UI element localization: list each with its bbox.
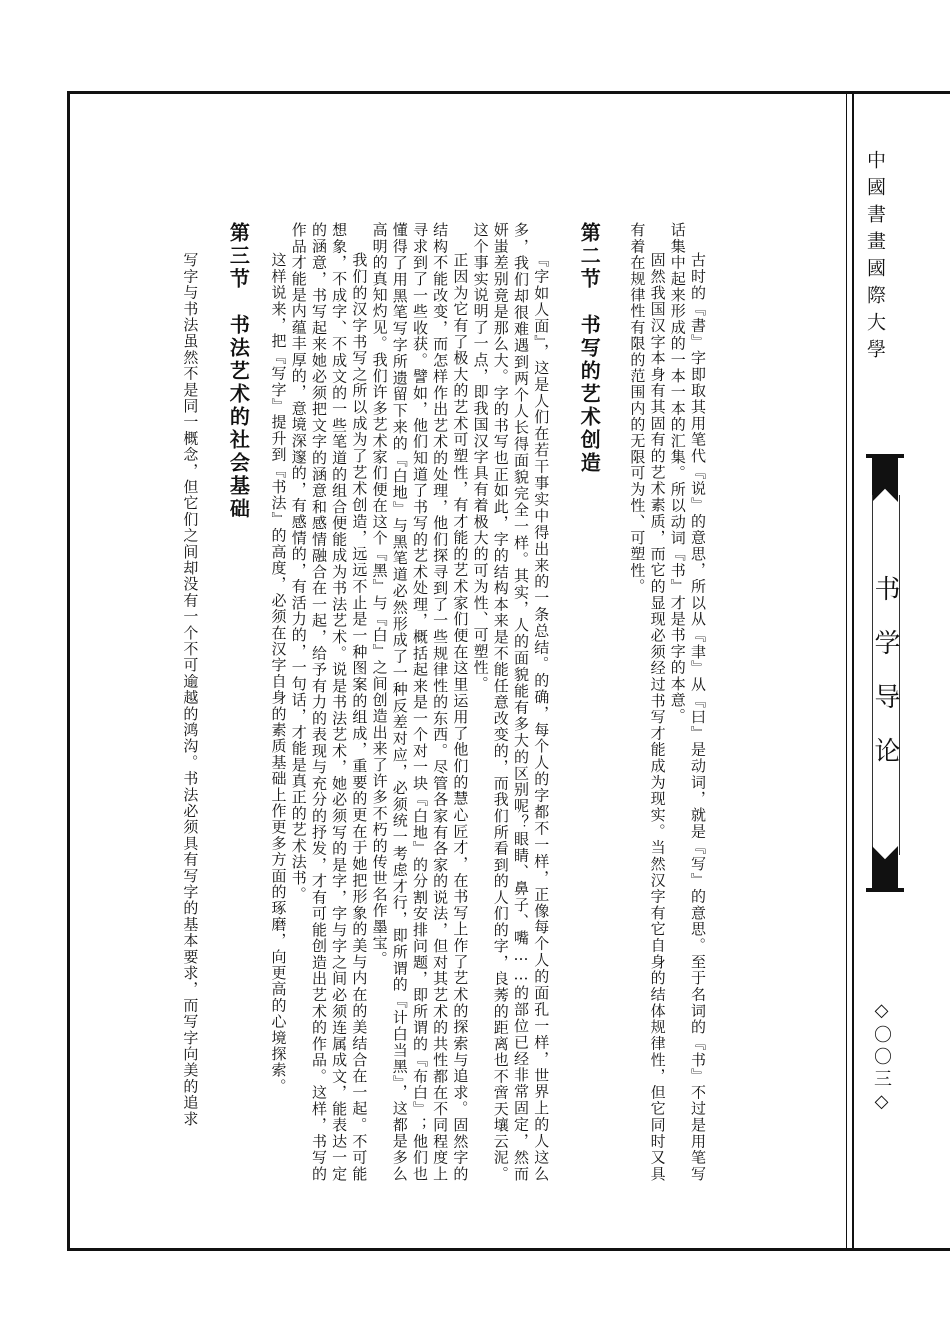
section-heading: 第三节 书法艺术的社会基础 [226,222,251,521]
series-title: 中國書畫國際大學 [864,150,886,366]
paragraph: 固然我国汉字本身有其固有的艺术素质，而它的显现必须经过书写才能成为现实。当然汉字有它自身的结体规律性，但它同时又具有着在规律性有限的范围内的无限可为性、可塑性。 [628,222,667,1182]
column-divider [846,94,847,1249]
section-heading: 第二节 书写的艺术创造 [577,222,602,475]
column-divider-thick [852,94,854,1249]
paragraph: 正因为它有了极大的艺术可塑性，有才能的艺术家们便在这里运用了他们的慧心匠才，在书写上作了艺术的探索与追求。固然字的结构不能改变，而怎样作出艺术的处理，他们探寻到了一些规律性的东西。尽管各家有各家的说法，但对其艺术的共性都在不同程度上寻求到了一些收获。譬如，他们知道了书写的艺术处理，概括起来是一个对一块『白地』的分割安排问题，即所谓的『布白』；他们也懂得了用黑笔写字所遗留下来的『白地』与黑笔道必然形成了一种反差对应，必须统一考虑才行，即所谓的『计白当黑』，这都是多么高明的真知灼见。我们许多艺术家们便在这个『黑』与『白』之间创造出来了许多不朽的传世名作墨宝。 [370,222,470,1182]
book-title: 书学导论 [870,575,900,791]
page-number: ◇〇〇三◇ [871,1000,892,1116]
paragraph: 『字如人面』，这是人们在若干事实中得出来的一条总结。的确，每个人的字都不一样，正像每个人的面孔一样，世界上的人这么多，我们却很难遇到两个人长得面貌完全一样。其实，人的面貌能有多大的区别呢？眼睛、鼻子、嘴……的部位已经非常固定，然而妍蚩差别竟是那么大。字的书写也正如此，字的结构本来是不能任意改变的，而我们所看到的人们的字，良莠的距离也不啻天壤云泥。这个事实说明了一点，即我国汉字具有着极大的可为性、可塑性。 [471,222,551,1182]
body-text [180,222,708,1182]
paragraph: 这样说来，把『写字』提升到『书法』的高度，必须在汉字自身的素质基础上作更多方面的琢磨，向更高的心境探索。 [269,252,288,1095]
paragraph: 古时的『書』字即取其用笔代『说』的意思，所以从『聿』从『曰』是动词，就是『写』的意思。至于名词的『书』不过是用笔写话集中起来形成的一本一本的汇集。所以动词『书』才是书字的本意。 [668,222,707,1182]
ornament-bar-top [866,454,904,458]
paragraph: 我们的汉字书写之所以成为了艺术创造，远远不止是一种图案的组成，重要的更在于她把形象的美与内在的美结合在一起。不可能想象，不成字、不成文的一些笔道的组合便能成为书法艺术。说是书法艺术，她必须写的是字，字与字之间必须连属成文，能表达一定的涵意，书写起来她必须把文字的涵意和感情融合在一起，给予有力的表现与充分的抒发，才有可能创造出艺术的作品。这样，书写的作品才能是内蕴丰厚的，意境深邃的，有感情的，有活力的，一句话，才能是真正的艺术法书。 [289,222,369,1182]
ornament-bar-bottom [866,888,904,892]
paragraph: 写字与书法虽然不是同一概念，但它们之间却没有一个不可逾越的鸿沟。书法必须具有写字的基本要求，而写字向美的追求 [181,252,200,1127]
